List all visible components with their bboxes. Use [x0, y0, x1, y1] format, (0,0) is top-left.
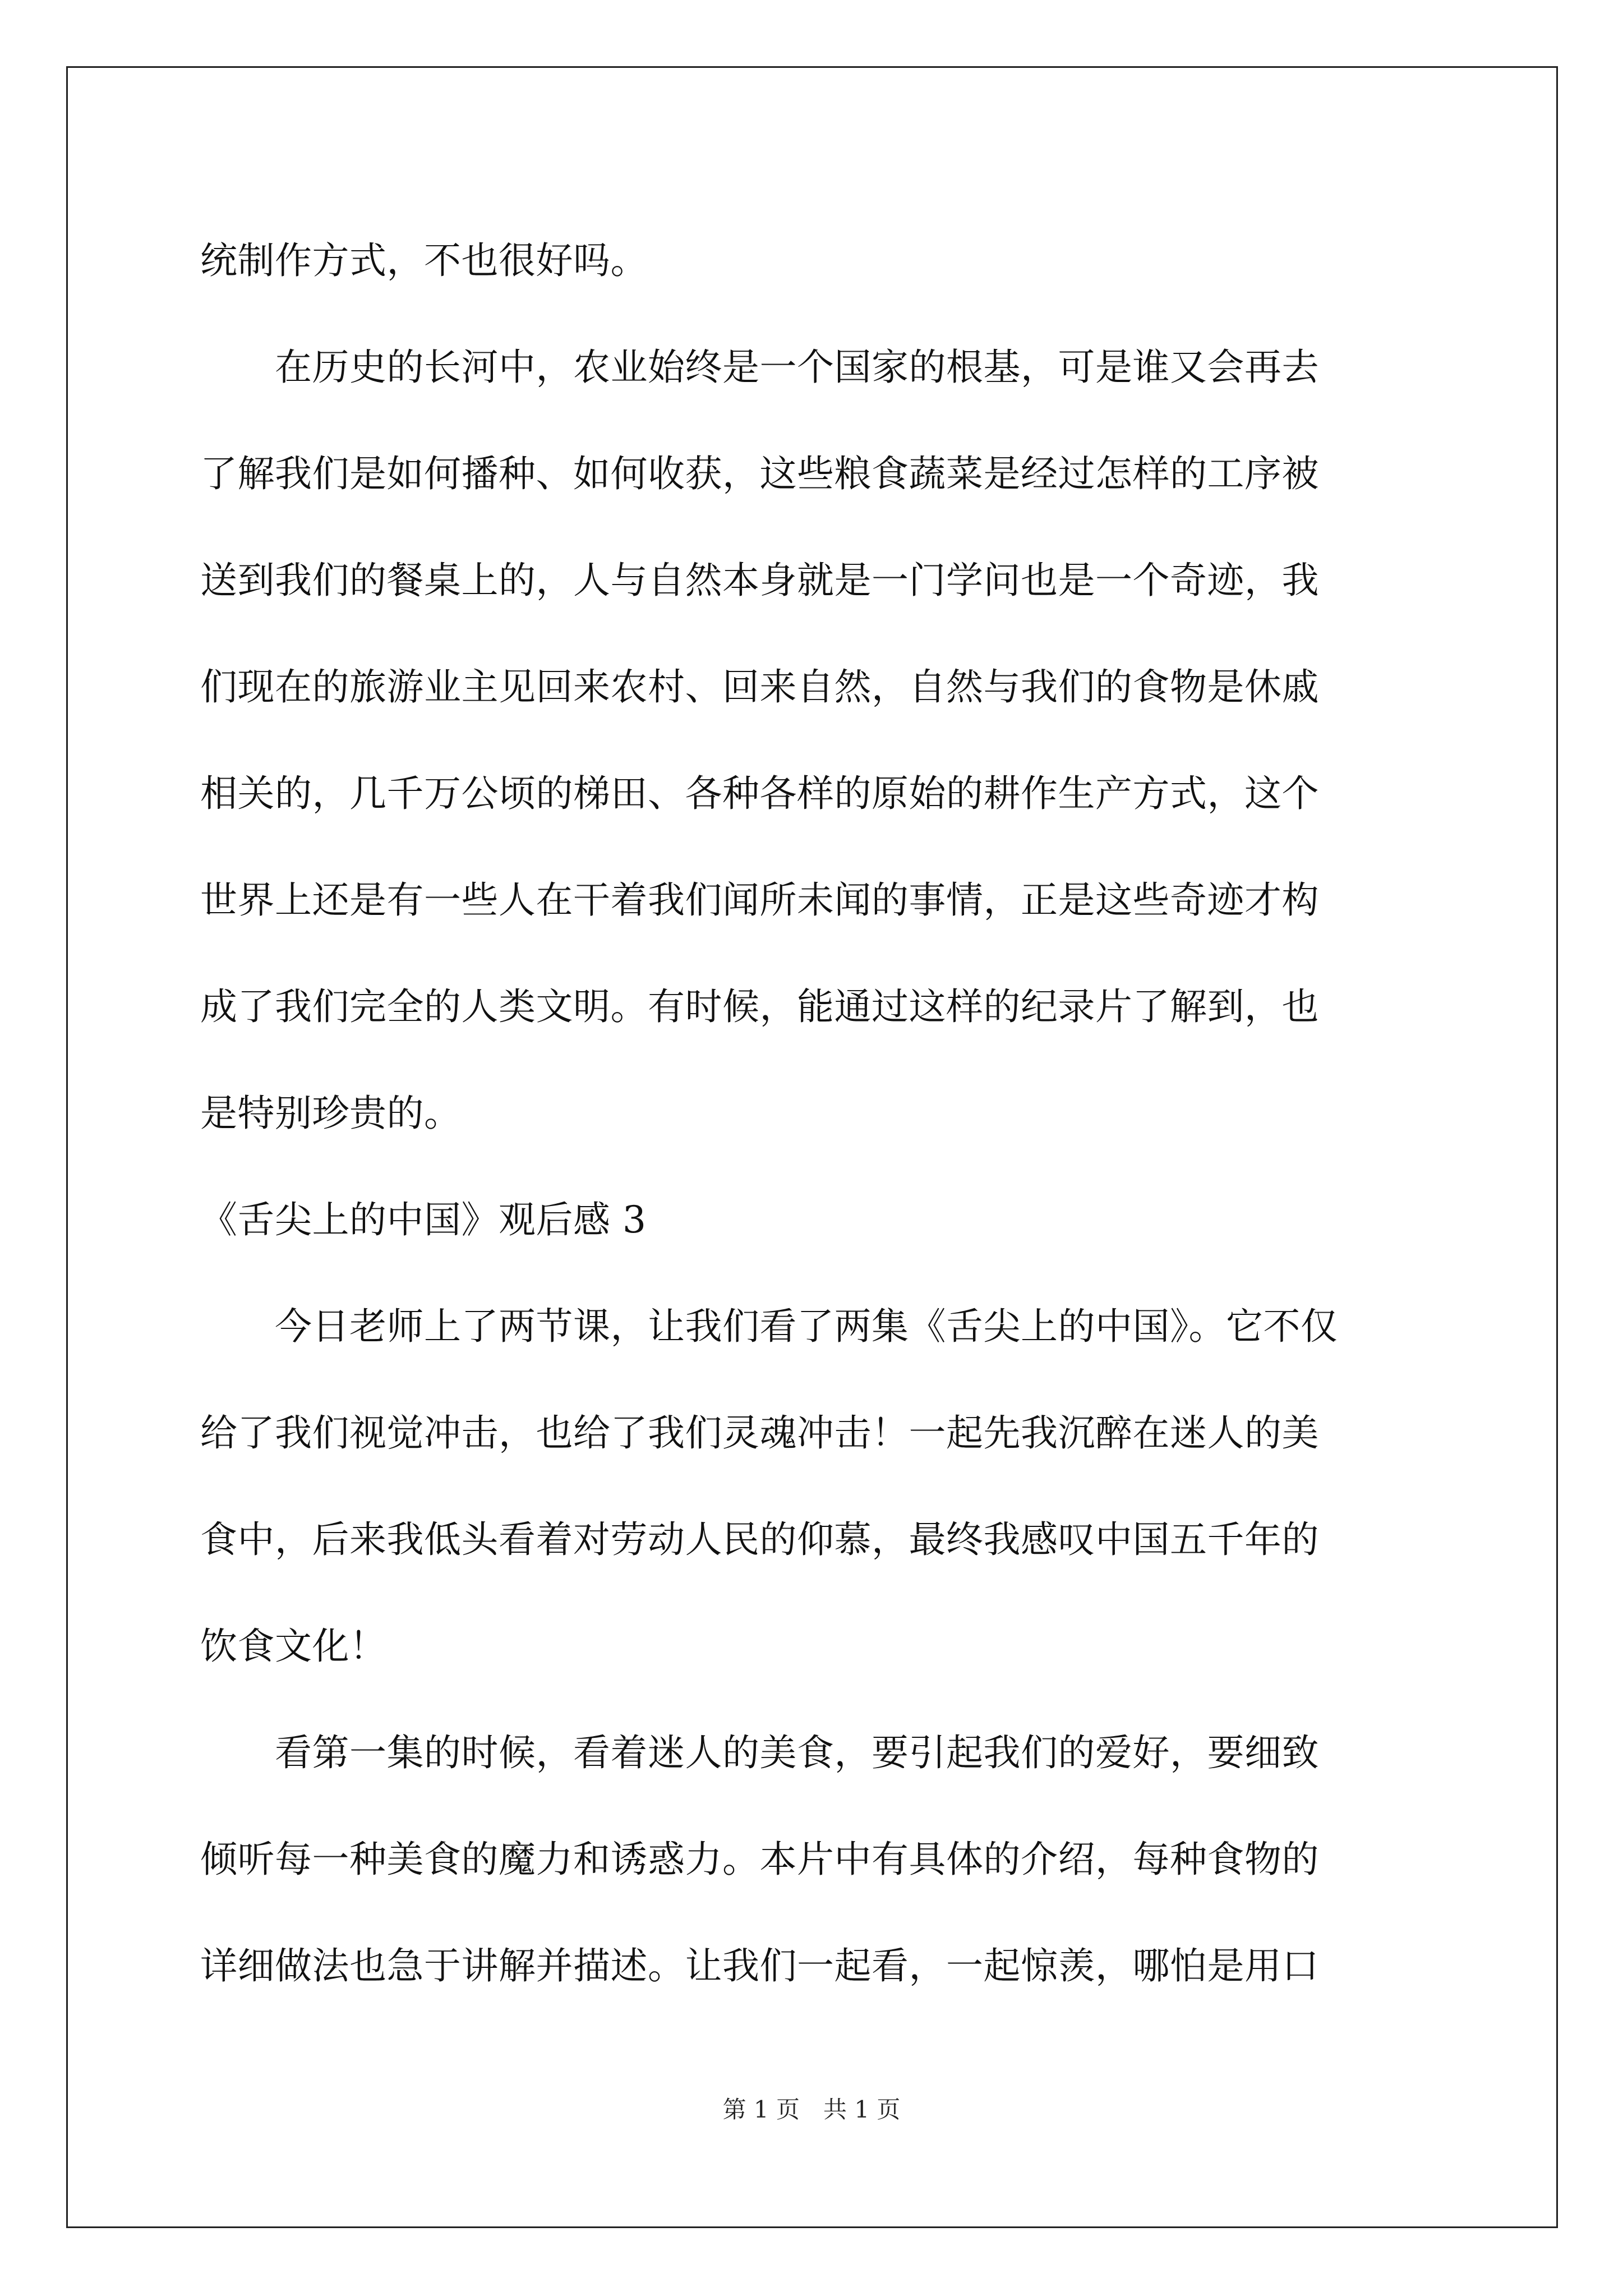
section-heading: 《舌尖上的中国》观后感 3 [200, 1198, 647, 1241]
text-line: 世界上还是有一些人在干着我们闻所未闻的事情，正是这些奇迹才构 [200, 878, 1319, 922]
text-line: 今日老师上了两节课，让我们看了两集《舌尖上的中国》。它不仅 [200, 1305, 1338, 1348]
text-line: 详细做法也急于讲解并描述。让我们一起看，一起惊羡，哪怕是用口 [200, 1944, 1319, 1987]
page-footer: 第 1 页 共 1 页 [722, 2096, 901, 2123]
text-line: 成了我们完全的人类文明。有时候，能通过这样的纪录片了解到，也 [200, 985, 1319, 1028]
text-line: 送到我们的餐桌上的，人与自然本身就是一门学问也是一个奇迹，我 [200, 559, 1319, 602]
text-line: 饮食文化！ [200, 1625, 387, 1668]
text-line: 倾听每一种美食的魔力和诱惑力。本片中有具体的介绍，每种食物的 [200, 1838, 1319, 1881]
text-line: 看第一集的时候，看着迷人的美食，要引起我们的爱好，要细致 [200, 1731, 1319, 1774]
text-line: 食中，后来我低头看着对劳动人民的仰慕，最终我感叹中国五千年的 [200, 1518, 1319, 1561]
text-line: 是特别珍贵的。 [200, 1092, 462, 1135]
text-line: 了解我们是如何播种、如何收获，这些粮食蔬菜是经过怎样的工序被 [200, 452, 1319, 495]
text-line: 统制作方式，不也很好吗。 [200, 239, 648, 282]
text-line: 相关的，几千万公顷的梯田、各种各样的原始的耕作生产方式，这个 [200, 772, 1319, 815]
text-line: 在历史的长河中，农业始终是一个国家的根基，可是谁又会再去 [200, 346, 1319, 389]
document-body [200, 208, 1423, 2019]
text-line: 给了我们视觉冲击，也给了我们灵魂冲击！一起先我沉醉在迷人的美 [200, 1411, 1319, 1455]
text-line: 们现在的旅游业主见回来农村、回来自然，自然与我们的食物是休戚 [200, 665, 1319, 708]
